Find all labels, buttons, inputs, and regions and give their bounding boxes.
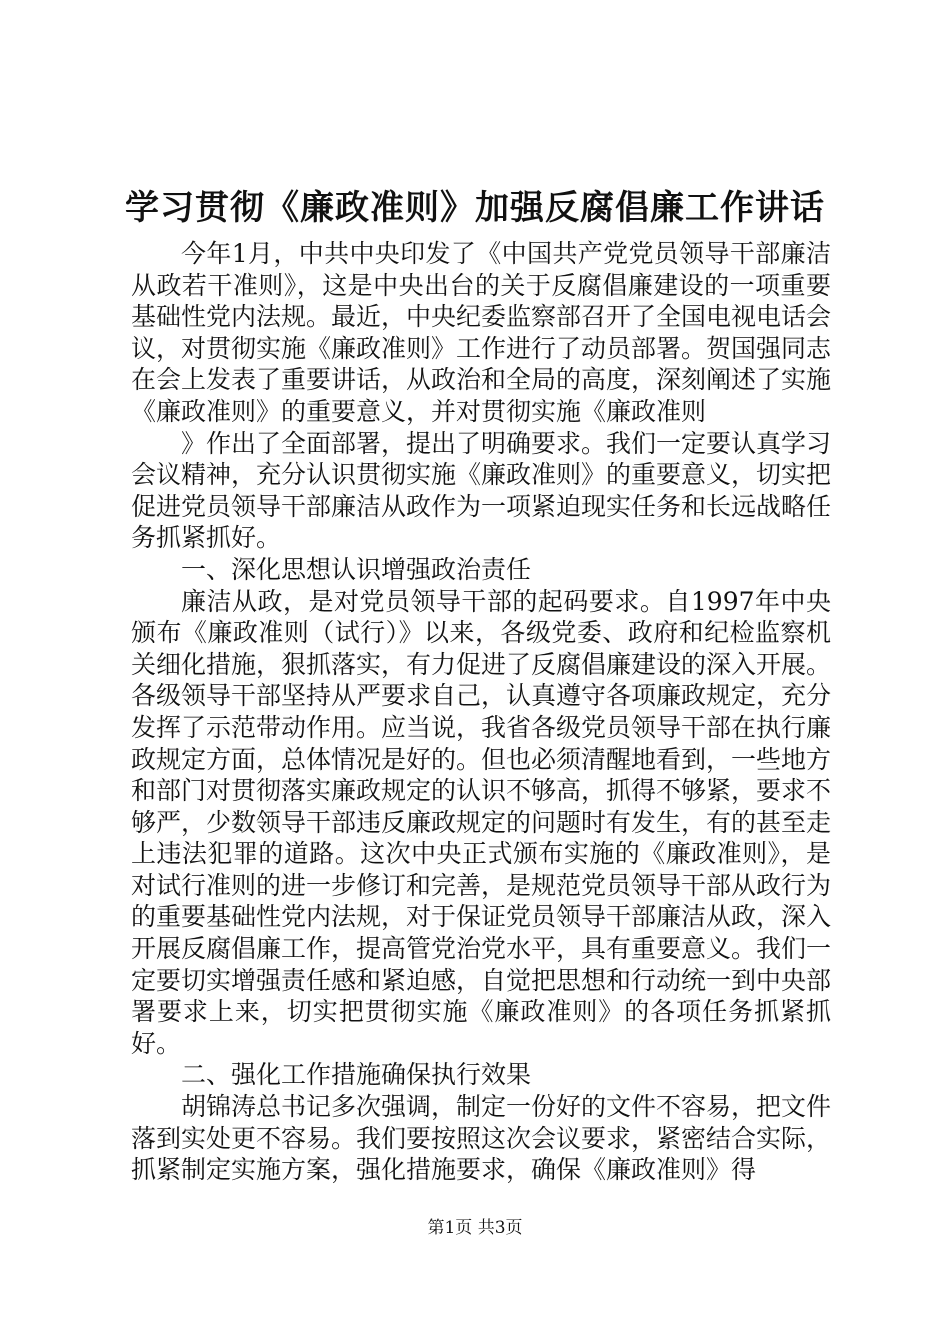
- paragraph-intro-continued: 》作出了全面部署，提出了明确要求。我们一定要认真学习会议精神，充分认识贯彻实施《廉政准则》的重要意义，切实把促进党员领导干部廉洁从政作为一项紧迫现实任务和长远战略任务抓紧抓好。: [131, 428, 832, 553]
- document-body: [131, 238, 831, 1186]
- page-footer: 第1页 共3页: [427, 1218, 523, 1238]
- paragraph-section-1: 廉洁从政，是对党员领导干部的起码要求。自1997年中央颁布《廉政准则（试行）》以来，各级党委、政府和纪检监察机关细化措施，狠抓落实，有力促进了反腐倡廉建设的深入开展。各级领导干部坚持从严要求自己，认真遵守各项廉政规定，充分发挥了示范带动作用。应当说，我省各级党员领导干部在执行廉政规定方面，总体情况是好的。但也必须清醒地看到，一些地方和部门对贯彻落实廉政规定的认识不够高，抓得不够紧，要求不够严，少数领导干部违反廉政规定的问题时有发生，有的甚至走上违法犯罪的道路。这次中央正式颁布实施的《廉政准则》，是对试行准则的进一步修订和完善，是规范党员领导干部从政行为的重要基础性党内法规，对于保证党员领导干部廉洁从政，深入开展反腐倡廉工作，提高管党治党水平，具有重要意义。我们一定要切实增强责任感和紧迫感，自觉把思想和行动统一到中央部署要求上来，切实把贯彻实施《廉政准则》的各项任务抓紧抓好。: [131, 586, 832, 1058]
- section-heading-2: 二、强化工作措施确保执行效果: [181, 1060, 532, 1090]
- section-heading-1: 一、深化思想认识增强政治责任: [181, 554, 532, 584]
- paragraph-section-2: 胡锦涛总书记多次强调，制定一份好的文件不容易，把文件落到实处更不容易。我们要按照这次会议要求，紧密结合实际，抓紧制定实施方案，强化措施要求，确保《廉政准则》得: [131, 1092, 832, 1185]
- document-title: 学习贯彻《廉政准则》加强反腐倡廉工作讲话: [125, 188, 825, 228]
- paragraph-intro: 今年1月，中共中央印发了《中国共产党党员领导干部廉洁从政若干准则》，这是中央出台的关于反腐倡廉建设的一项重要基础性党内法规。最近，中央纪委监察部召开了全国电视电话会议，对贯彻实施《廉政准则》工作进行了动员部署。贺国强同志在会上发表了重要讲话，从政治和全局的高度，深刻阐述了实施《廉政准则》的重要意义，并对贯彻实施《廉政准则: [131, 239, 832, 426]
